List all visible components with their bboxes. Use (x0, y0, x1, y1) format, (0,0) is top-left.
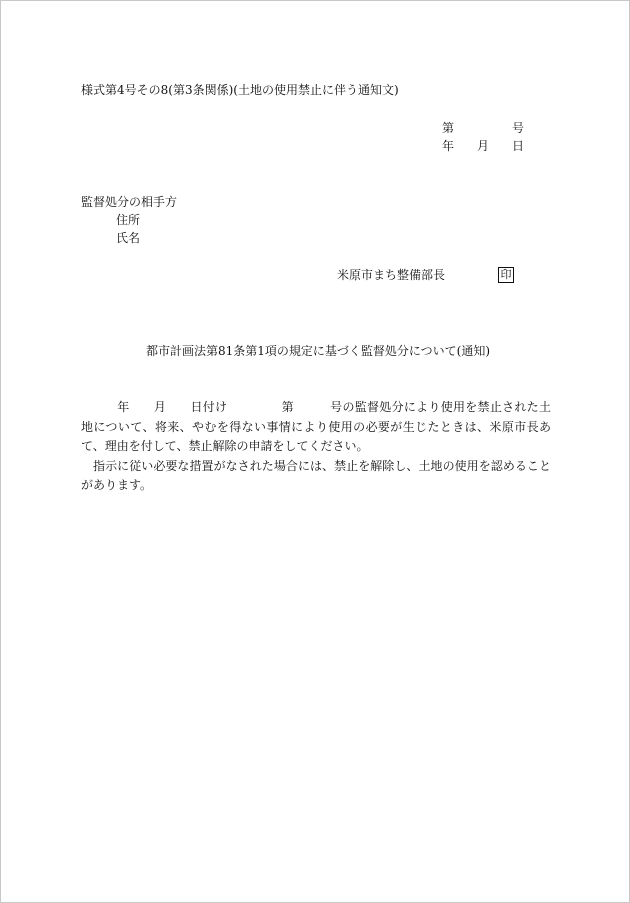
recipient-label: 監督処分の相手方 (81, 195, 178, 209)
sender-title: 米原市まち整備部長 (337, 268, 446, 282)
body-month: 月 (153, 400, 167, 414)
body-paragraph-1 (81, 398, 551, 457)
seal-mark: 印 (498, 267, 514, 283)
body-text (81, 398, 551, 496)
recipient-name-label: 氏名 (116, 231, 141, 245)
body-dai: 第 (281, 400, 294, 414)
doc-number-go: 号 (512, 121, 525, 135)
body-year: 年 (117, 400, 130, 414)
form-header: 様式第4号その8(第3条関係)(土地の使用禁止に伴う通知文) (81, 83, 399, 97)
subject-title: 都市計画法第81条第1項の規定に基づく監督処分について(通知) (146, 344, 491, 358)
doc-date-day: 日 (512, 139, 525, 153)
body-paragraph-2 (81, 457, 551, 496)
doc-number-dai: 第 (442, 121, 455, 135)
body-dated: 日付け (190, 400, 228, 414)
doc-date-month: 月 (477, 139, 490, 153)
body-paragraph-2-text: 指示に従い必要な措置がなされた場合には、禁止を解除し、土地の使用を認めることがあります。 (81, 458, 551, 492)
body-paragraph-1-text: 号の監督処分により使用を禁止された土地について、将来、やむを得ない事情により使用の必要が生じたときは、米原市長あて、理由を付して、禁止解除の申請をしてください。 (81, 400, 551, 453)
doc-date-year: 年 (442, 139, 455, 153)
recipient-address-label: 住所 (116, 213, 141, 227)
